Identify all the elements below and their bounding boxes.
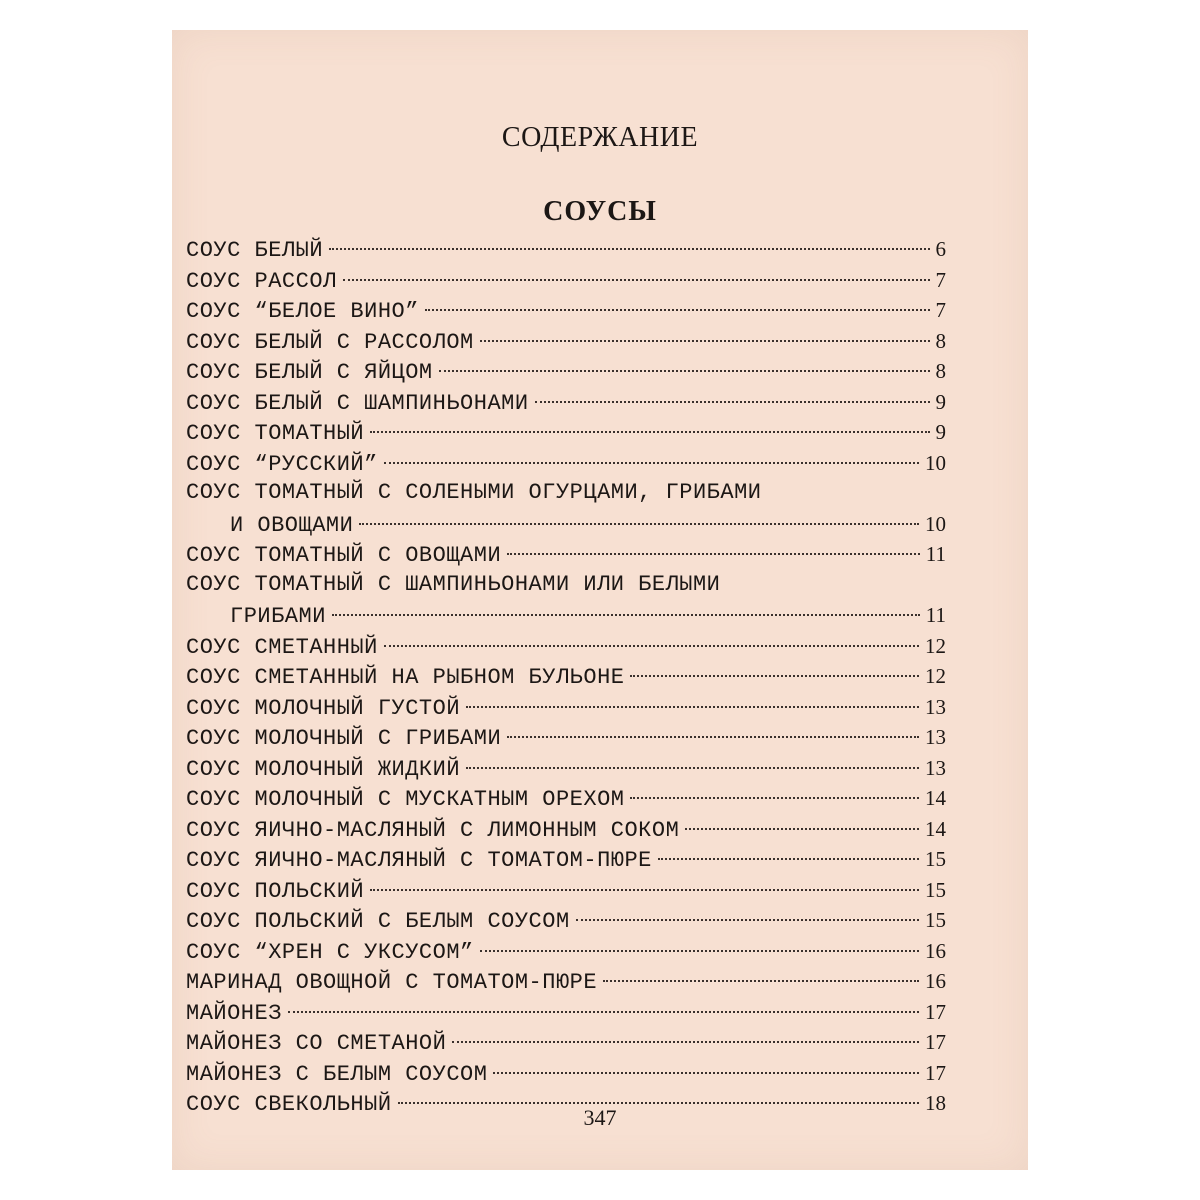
toc-entry-title: СОУС ЯИЧНО-МАСЛЯНЫЙ С ТОМАТОМ-ПЮРЕ bbox=[186, 848, 652, 873]
dot-leader bbox=[359, 523, 919, 525]
toc-entry bbox=[186, 1027, 946, 1058]
toc-entry bbox=[186, 783, 946, 814]
toc-entry-title: СОУС “РУССКИЙ” bbox=[186, 451, 378, 477]
toc-entry-title: СОУС БЕЛЫЙ С ЯЙЦОМ bbox=[186, 360, 433, 385]
toc-entry-page-number: 13 bbox=[925, 755, 946, 780]
toc-entry bbox=[186, 997, 946, 1028]
dot-leader bbox=[466, 767, 919, 769]
toc-entry-title: СОУС МОЛОЧНЫЙ ГУСТОЙ bbox=[186, 695, 461, 721]
toc-entry-page-number: 7 bbox=[935, 267, 946, 292]
toc-entry-line bbox=[186, 509, 946, 540]
toc-entry bbox=[186, 814, 946, 845]
dot-leader bbox=[493, 1072, 919, 1074]
toc-entry bbox=[186, 875, 946, 906]
toc-entry bbox=[186, 295, 946, 326]
toc-entry-page-number: 10 bbox=[925, 511, 946, 536]
toc-entry-title: СОУС ТОМАТНЫЙ С ОВОЩАМИ bbox=[186, 543, 502, 568]
toc-entry-title: СОУС МОЛОЧНЫЙ С МУСКАТНЫМ ОРЕХОМ bbox=[186, 787, 625, 812]
dot-leader bbox=[480, 950, 919, 952]
toc-entry-page-number: 6 bbox=[935, 237, 946, 261]
toc-entry-line bbox=[186, 539, 946, 570]
dot-leader bbox=[480, 340, 930, 342]
dot-leader bbox=[685, 828, 919, 830]
toc-entry-title: СОУС ТОМАТНЫЙ bbox=[186, 421, 365, 446]
toc-entry-line bbox=[186, 1058, 946, 1089]
toc-entry-page-number: 13 bbox=[925, 694, 946, 719]
dot-leader bbox=[630, 797, 919, 799]
toc-entry-page-number: 18 bbox=[925, 1091, 946, 1115]
toc-entry-title: СОУС БЕЛЫЙ bbox=[186, 238, 324, 263]
toc-entry bbox=[186, 936, 946, 967]
toc-entry-page-number: 8 bbox=[935, 328, 946, 353]
toc-entry-page-number: 17 bbox=[925, 999, 946, 1024]
toc-entry-page-number: 12 bbox=[925, 633, 946, 658]
toc-entry-page-number: 14 bbox=[925, 816, 946, 841]
dot-leader bbox=[507, 736, 919, 738]
toc-entry bbox=[186, 753, 946, 784]
toc-entry-line bbox=[186, 295, 946, 326]
dot-leader bbox=[603, 980, 919, 982]
page-title: СОДЕРЖАНИЕ bbox=[501, 122, 699, 153]
toc-entry-page-number: 10 bbox=[925, 450, 946, 475]
toc-entry-page-number: 11 bbox=[925, 603, 946, 627]
toc-entry bbox=[186, 356, 946, 387]
toc-entry-page-number: 15 bbox=[925, 877, 946, 902]
page-number: 347 bbox=[583, 1105, 617, 1130]
dot-leader bbox=[370, 431, 929, 433]
toc-entry-title: СОУС “БЕЛОЕ ВИНО” bbox=[186, 299, 419, 324]
toc-entry-title: МАЙОНЕЗ С БЕЛЫМ СОУСОМ bbox=[186, 1061, 488, 1087]
dot-leader bbox=[425, 309, 930, 311]
toc-entry-line bbox=[186, 905, 946, 936]
toc-entry-page-number: 13 bbox=[925, 725, 946, 749]
toc-entry-line bbox=[186, 448, 946, 479]
toc-entry-page-number: 9 bbox=[935, 389, 946, 414]
dot-leader bbox=[658, 858, 919, 860]
toc-entry-title: СОУС МОЛОЧНЫЙ С ГРИБАМИ bbox=[186, 726, 502, 751]
toc-entry bbox=[186, 417, 946, 448]
toc-entry-title: СОУС СМЕТАННЫЙ НА РЫБНОМ БУЛЬОНЕ bbox=[186, 665, 625, 690]
toc-entry-line bbox=[186, 692, 946, 723]
toc-entry-title-continuation: И ОВОЩАМИ bbox=[230, 512, 354, 538]
toc-entry bbox=[186, 692, 946, 723]
toc-entry bbox=[186, 844, 946, 875]
toc-entry-page-number: 8 bbox=[935, 359, 946, 383]
toc-entry-page-number: 17 bbox=[925, 1030, 946, 1054]
toc-entry-line bbox=[186, 875, 946, 906]
toc-entry-title: МАЙОНЕЗ СО СМЕТАНОЙ bbox=[186, 1031, 447, 1056]
book-page bbox=[172, 30, 1028, 1170]
toc-entry-title: СОУС ТОМАТНЫЙ С ШАМПИНЬОНАМИ ИЛИ БЕЛЫМИ bbox=[186, 571, 721, 597]
dot-leader bbox=[439, 370, 930, 372]
dot-leader bbox=[535, 401, 930, 403]
dot-leader bbox=[332, 614, 920, 616]
toc-entry bbox=[186, 539, 946, 570]
toc-entry-line bbox=[186, 234, 946, 265]
toc-entry-line bbox=[186, 631, 946, 662]
dot-leader bbox=[398, 1102, 919, 1104]
dot-leader bbox=[466, 706, 919, 708]
toc-entry-line bbox=[186, 661, 946, 692]
dot-leader bbox=[370, 889, 919, 891]
toc-entry-page-number: 12 bbox=[925, 664, 946, 688]
toc-entry bbox=[186, 966, 946, 997]
toc-entry-line bbox=[186, 753, 946, 784]
toc-entry-line bbox=[186, 783, 946, 814]
dot-leader bbox=[576, 919, 919, 921]
toc-entry bbox=[186, 234, 946, 265]
toc-entry-title: СОУС “ХРЕН С УКСУСОМ” bbox=[186, 939, 474, 965]
toc-entry-title-continuation: ГРИБАМИ bbox=[230, 604, 326, 629]
toc-entry-line bbox=[186, 997, 946, 1028]
toc-entry-page-number: 7 bbox=[935, 298, 946, 322]
toc-entry-line bbox=[186, 417, 946, 448]
toc-entry-line bbox=[186, 1027, 946, 1058]
toc-entry-page-number: 15 bbox=[925, 847, 946, 871]
toc-entry-line bbox=[186, 844, 946, 875]
toc-entry-title: СОУС ЯИЧНО-МАСЛЯНЫЙ С ЛИМОННЫМ СОКОМ bbox=[186, 817, 680, 843]
toc-entry-line bbox=[186, 356, 946, 387]
toc-entry bbox=[186, 1058, 946, 1089]
toc-entry-page-number: 9 bbox=[935, 420, 946, 444]
toc-entry-title: СОУС БЕЛЫЙ С РАССОЛОМ bbox=[186, 329, 474, 355]
toc-entry bbox=[186, 265, 946, 296]
toc-entry-page-number: 14 bbox=[925, 786, 946, 810]
toc-entry bbox=[186, 905, 946, 936]
dot-leader bbox=[288, 1011, 919, 1013]
toc-entry-line bbox=[186, 966, 946, 997]
toc-entry-page-number: 11 bbox=[925, 542, 946, 566]
toc-entry-line bbox=[186, 722, 946, 753]
table-of-contents bbox=[186, 234, 946, 1119]
dot-leader bbox=[384, 462, 919, 464]
toc-entry-title: МАРИНАД ОВОЩНОЙ С ТОМАТОМ-ПЮРЕ bbox=[186, 970, 598, 995]
toc-entry bbox=[186, 661, 946, 692]
toc-entry bbox=[186, 570, 946, 631]
dot-leader bbox=[452, 1041, 919, 1043]
toc-entry-page-number: 16 bbox=[925, 969, 946, 993]
toc-entry-page-number: 17 bbox=[925, 1060, 946, 1085]
dot-leader bbox=[507, 553, 920, 555]
toc-entry-line bbox=[186, 326, 946, 357]
toc-entry-page-number: 16 bbox=[925, 938, 946, 963]
toc-entry bbox=[186, 631, 946, 662]
toc-entry-page-number: 15 bbox=[925, 908, 946, 932]
toc-entry bbox=[186, 722, 946, 753]
toc-entry bbox=[186, 448, 946, 479]
section-heading: СОУСЫ bbox=[543, 196, 657, 227]
toc-entry bbox=[186, 326, 946, 357]
dot-leader bbox=[329, 248, 929, 250]
toc-entry bbox=[186, 478, 946, 539]
toc-entry-line bbox=[186, 936, 946, 967]
toc-entry-title: СОУС СВЕКОЛЬНЫЙ bbox=[186, 1092, 392, 1117]
toc-entry-title: СОУС МОЛОЧНЫЙ ЖИДКИЙ bbox=[186, 756, 461, 782]
toc-entry-title: СОУС ПОЛЬСКИЙ С БЕЛЫМ СОУСОМ bbox=[186, 909, 570, 934]
toc-entry-title: МАЙОНЕЗ bbox=[186, 1000, 282, 1026]
toc-entry-line bbox=[186, 265, 946, 296]
toc-entry-title: СОУС ПОЛЬСКИЙ bbox=[186, 878, 365, 904]
toc-entry-line bbox=[186, 814, 946, 845]
dot-leader bbox=[343, 279, 930, 281]
toc-entry-title: СОУС ТОМАТНЫЙ С СОЛЕНЫМИ ОГУРЦАМИ, ГРИБАМИ bbox=[186, 480, 762, 505]
toc-entry-title: СОУС СМЕТАННЫЙ bbox=[186, 634, 378, 660]
dot-leader bbox=[630, 675, 919, 677]
toc-entry-title: СОУС БЕЛЫЙ С ШАМПИНЬОНАМИ bbox=[186, 390, 529, 416]
toc-entry-line bbox=[186, 387, 946, 418]
toc-entry-title: СОУС РАССОЛ bbox=[186, 268, 337, 294]
toc-entry-line bbox=[186, 600, 946, 631]
toc-entry bbox=[186, 387, 946, 418]
dot-leader bbox=[384, 645, 919, 647]
